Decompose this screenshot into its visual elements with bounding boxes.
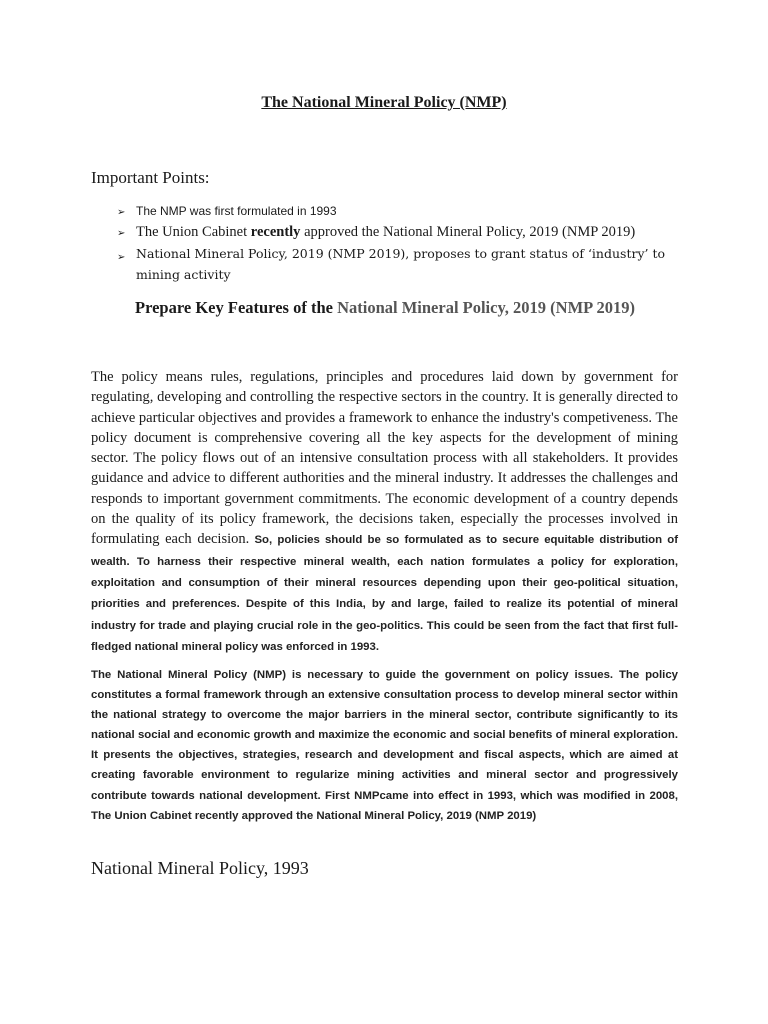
section-heading-1993: National Mineral Policy, 1993 [91,858,309,878]
bullet-text: National Mineral Policy, 2019 (NMP 2019), proposes to grant status of ‘industry’ to mining activity [136,246,665,282]
paragraph-bold-text: So, policies should be so formulated as to secure equitable distribution of wealth. To harness their respective mineral wealth, each nation formulates a policy for exploration, exploitation and consumption of their mineral resources depending upon their geo-political situation, priorities and preferences. Despite of this India, by and large, failed to realize its potential of mineral industry for trade and playing crucial role in the geo-politics. This could be seen from the fact that first full-fledged national mineral policy was enforced in 1993. [91,534,678,653]
important-points-list [117,202,697,285]
paragraph-serif-text: The policy means rules, regulations, principles and procedures laid down by government for regulating, developing and controlling the respective sectors in the country. It is generally directed to achieve particular objectives and provides a framework to enhance the industry's competiveness. The policy document is comprehensive covering all the key aspects for the development of mining sector. The policy flows out of an intensive consultation process with all stakeholders. It provides guidance and advice to different authorities and the mineral industry. It addresses the challenges and responds to important government commitments. The economic development of a country depends on the quality of its policy framework, the decisions taken, especially the processes involved in formulating each decision. [91,369,678,548]
arrow-bullet-icon: ➢ [117,207,126,218]
bullet-text-bold: recently [250,224,301,240]
nmp-paragraph: The National Mineral Policy (NMP) is necessary to guide the government on policy issues. The policy constitutes a formal framework through an extensive consultation process to develop mineral sector within the national strategy to overcome the major barriers in the mineral sector, contribute significantly to its national social and economic growth and maximize the economic and social benefits of mineral exploration. It presents the objectives, strategies, research and development and fiscal aspects, which are aimed at creating favorable environment to regularize mining activities and mineral sector and progressively contribute towards national development. First NMPcame into effect in 1993, which was modified in 2008, The Union Cabinet recently approved the National Mineral Policy, 2019 (NMP 2019) [91,669,678,822]
policy-definition-paragraph [91,367,678,657]
list-item [117,243,697,285]
bullet-text-end: approved the National Mineral Policy, 2019 (NMP 2019) [300,224,636,240]
important-points-label: Important Points: [91,168,210,187]
key-features-heading [135,298,635,318]
key-features-heading-grey: National Mineral Policy, 2019 (NMP 2019) [337,298,635,317]
key-features-heading-black: Prepare Key Features of the [135,298,338,317]
list-item [117,222,697,243]
bullet-text-start: The Union Cabinet [136,224,251,240]
bullet-text: The NMP was first formulated in 1993 [136,204,337,218]
list-item [117,202,697,222]
arrow-bullet-icon: ➢ [117,252,126,263]
arrow-bullet-icon: ➢ [117,228,126,239]
document-title: The National Mineral Policy (NMP) [261,94,507,111]
